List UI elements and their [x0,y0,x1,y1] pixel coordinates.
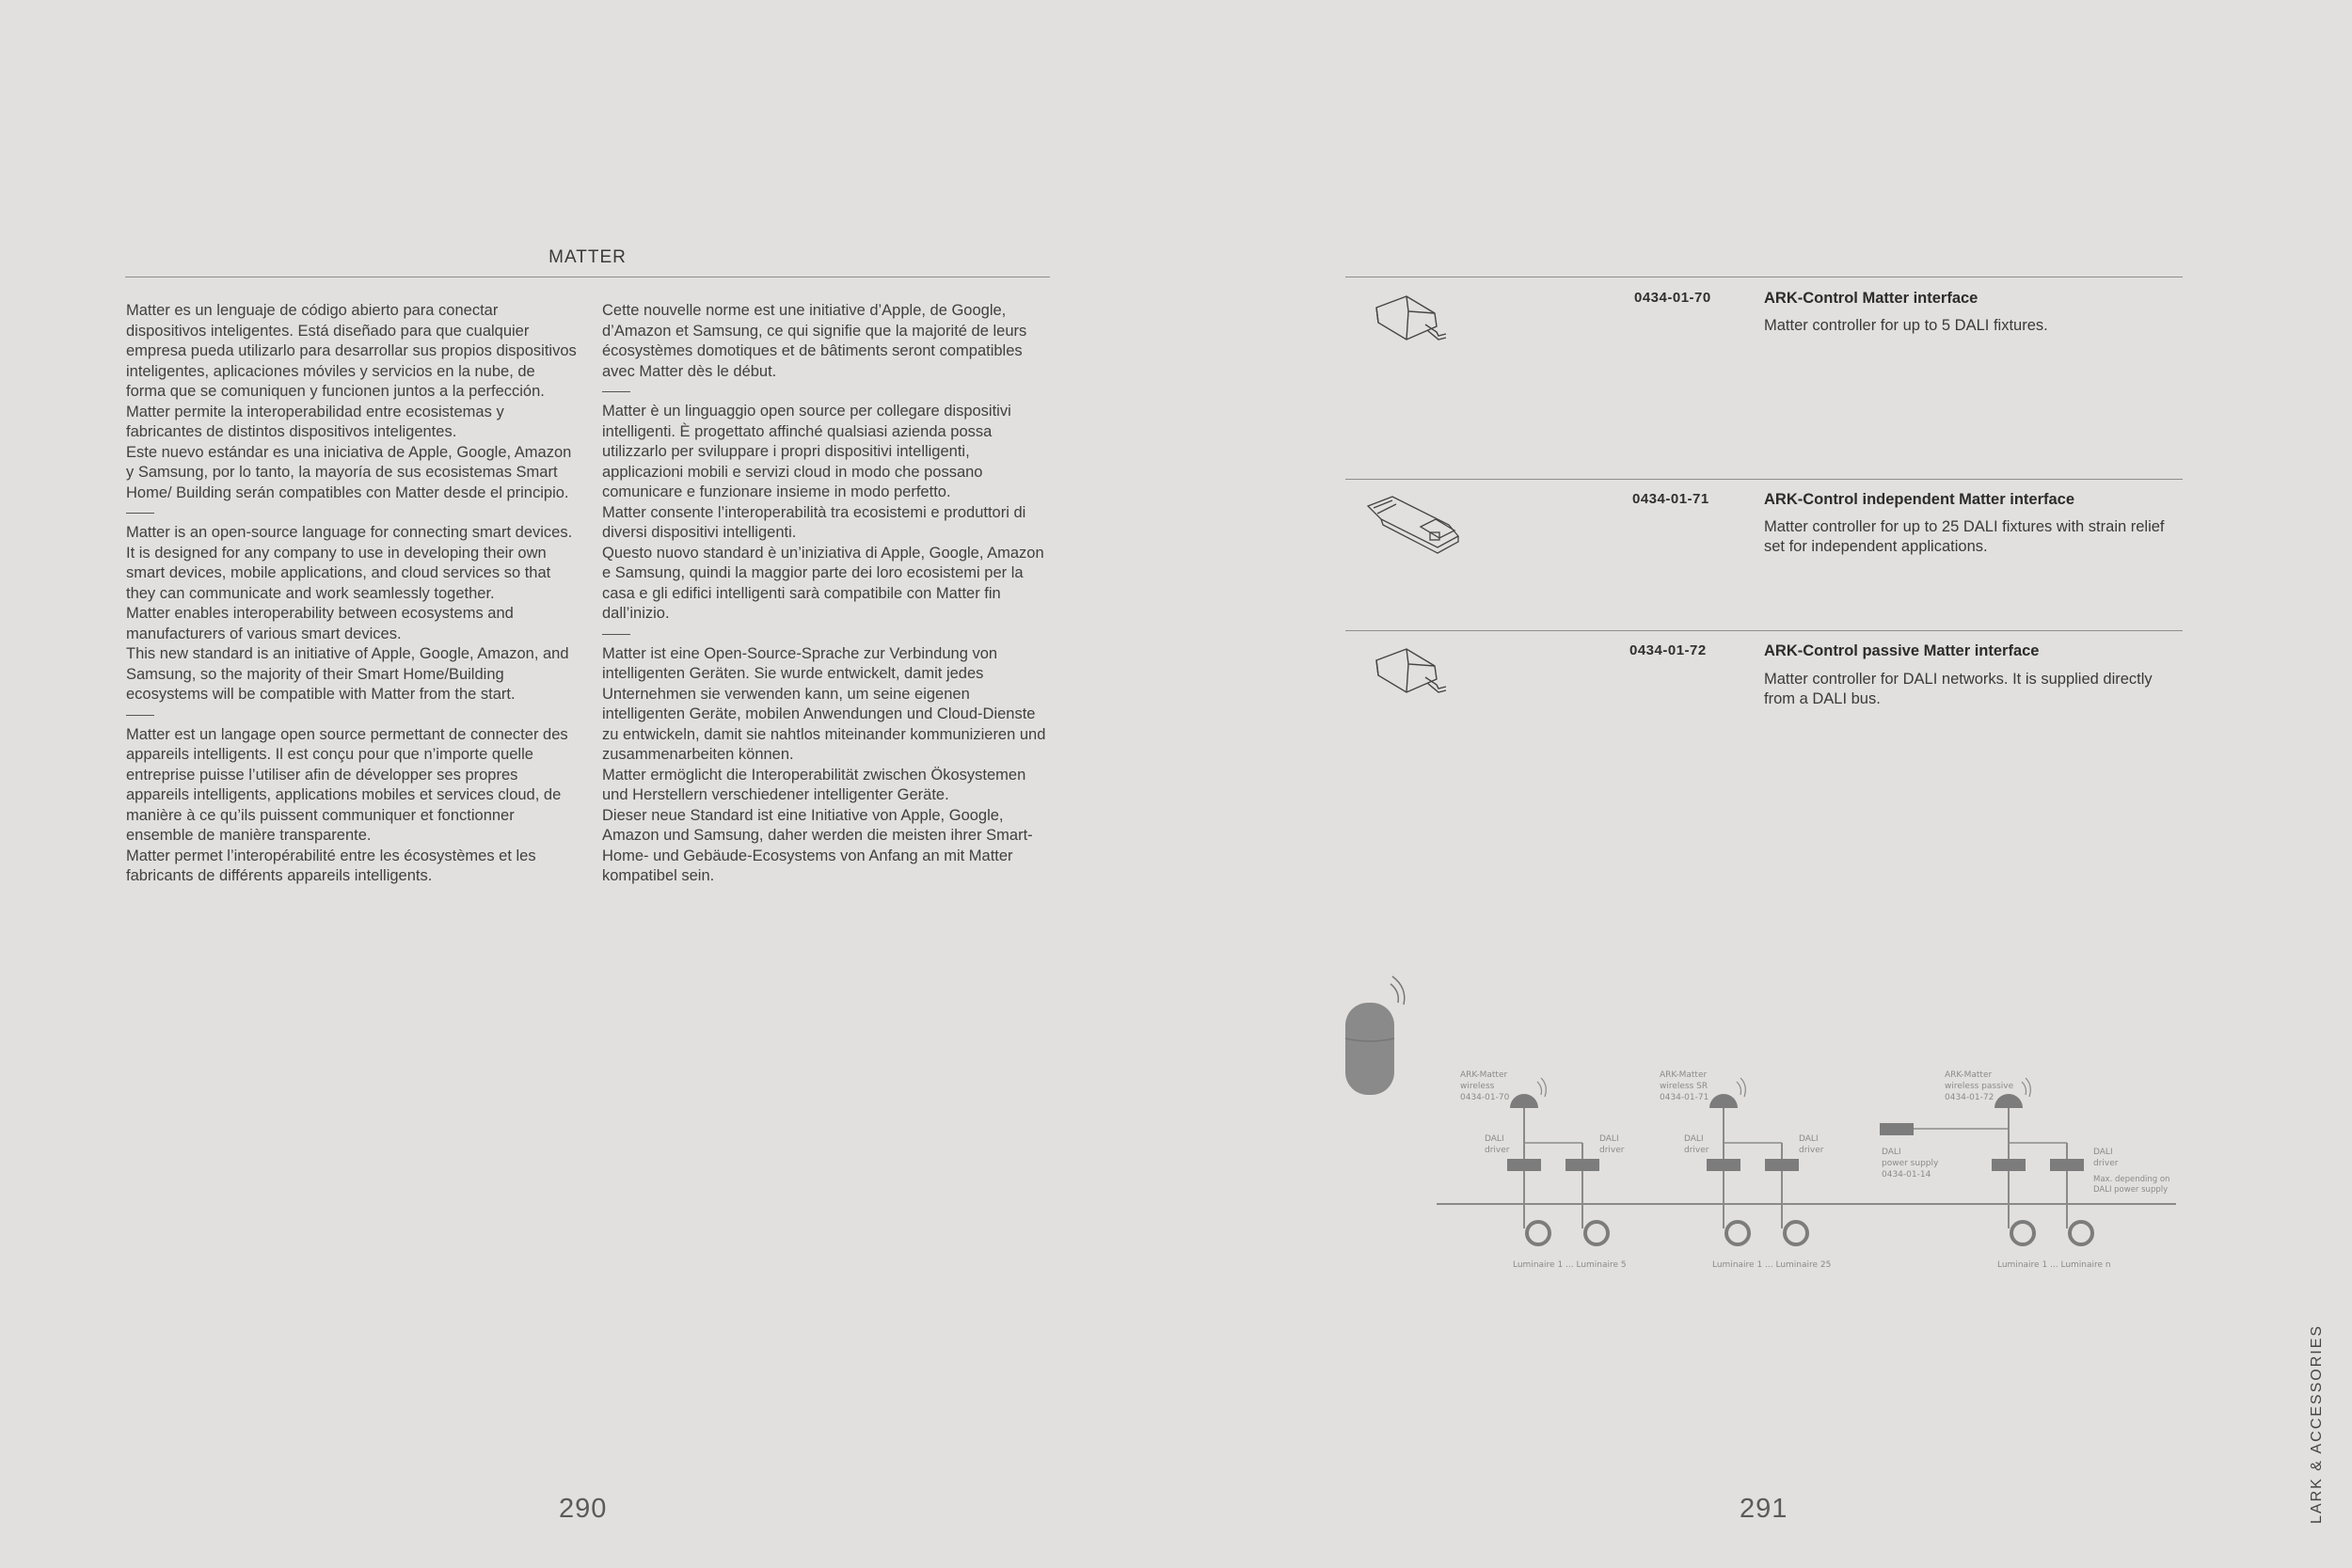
section-title: MATTER [548,247,627,267]
wireless-signal-icon [1537,1078,1546,1097]
paragraph: Matter consente l’interoperabilità tra ecosistemi e produttori di diversi dispositivi intelligenti. [602,503,1026,541]
driver-label: DALI [1599,1134,1619,1144]
luminaire-label: Luminaire 1 ... Luminaire 5 [1513,1260,1627,1270]
paragraph: Cette nouvelle norme est une initiative d’Apple, de Google, d’Amazon et Samsung, ce qui signifie que la majorité de leurs écosystèmes domotiques et de bâtiments seront compatibles avec Matter dès le début. [602,302,1027,380]
driver-label: driver [2093,1159,2119,1168]
dali-driver-box [1707,1159,1740,1171]
luminaire-icon [1585,1222,1608,1244]
driver-label: DALI [1684,1134,1704,1144]
wireless-signal-icon [1737,1078,1745,1097]
controller-module-icon [1369,287,1454,353]
luminaire-label: Luminaire 1 ... Luminaire n [1997,1260,2111,1270]
power-supply-label: 0434-01-14 [1882,1170,1931,1180]
driver-label: driver [1799,1146,1824,1155]
product-name: ARK-Control Matter interface [1764,290,1979,307]
dali-driver-box [1992,1159,2026,1171]
product-name: ARK-Control passive Matter interface [1764,642,2040,659]
language-separator [602,634,630,635]
luminaire-icon [2070,1222,2092,1244]
product-description: Matter controller for up to 25 DALI fixtures with strain relief set for independent applications. [1764,518,2165,555]
note-label: Max. depending on [2093,1175,2170,1184]
product-divider [1345,630,2183,631]
module-dome-icon [1709,1094,1738,1108]
luminaire-icon [1527,1222,1549,1244]
paragraph: Este nuevo estándar es una iniciativa de Apple, Google, Amazon y Samsung, por lo tanto, la mayoría de sus ecosistemas Smart Home/ Building serán compatibles con Matter desde el principio. [126,443,572,501]
module-dome-icon [1510,1094,1538,1108]
product-code: 0434-01-71 [1632,491,1709,507]
paragraph: Matter è un linguaggio open source per collegare dispositivi intelligenti. È progettato affinché qualsiasi azienda possa utilizzarlo per sviluppare i propri dispositivi intelligenti, applicazioni mobili e servizi cloud in modo che possano comunicare e funzionare insieme in modo perfetto. [602,403,1011,500]
section-side-label: LARK & ACCESSORIES [2309,1323,2325,1524]
luminaire-label: Luminaire 1 ... Luminaire 25 [1712,1260,1832,1270]
driver-label: DALI [1799,1134,1819,1144]
module-label: wireless [1460,1082,1495,1091]
controller-module-icon [1369,640,1454,705]
paragraph: Matter ist eine Open-Source-Sprache zur Verbindung von intelligenten Geräten. Sie wurde entwickelt, damit jedes Unternehmen sie verwenden kann, um seine eigenen intelligenten Geräte, mobilen Anwendungen und Cloud-Dienste zu entwickeln, damit sie nahtlos miteinander kommunizieren und zusammenarbeiten können. [602,644,1046,763]
diagram-group-1 [1460,1070,1627,1270]
page-number-right: 291 [1740,1494,1788,1524]
module-label: ARK-Matter [1660,1070,1708,1080]
paragraph: Matter enables interoperability between ecosystems and manufacturers of various smart devices. [126,605,514,642]
diagram-group-3 [1880,1070,2169,1270]
language-separator [126,513,154,514]
module-label: wireless passive [1945,1082,2014,1091]
paragraph: Questo nuovo standard è un’iniziativa di Apple, Google, Amazon e Samsung, quindi la maggior parte dei loro ecosistemi per la casa e gli edifici intelligenti sarà compatibile con Matter fin dall’inizio. [602,544,1044,622]
note-label: DALI power supply [2093,1185,2169,1195]
module-label: 0434-01-71 [1660,1093,1709,1102]
module-label: wireless SR [1660,1082,1708,1091]
luminaire-icon [2011,1222,2034,1244]
driver-label: driver [1599,1146,1625,1155]
paragraph: Dieser neue Standard ist eine Initiative von Apple, Google, Amazon und Samsung, daher werden die meisten ihrer Smart-Home- und Gebäude-Ecosystems von Anfang an mit Matter kompatibel sein. [602,806,1033,884]
page-number-left: 290 [559,1494,608,1524]
product-code: 0434-01-70 [1634,290,1711,306]
product-description: Matter controller for DALI networks. It is supplied directly from a DALI bus. [1764,671,2153,707]
dali-power-supply-box [1880,1123,1914,1135]
paragraph: This new standard is an initiative of Apple, Google, Amazon, and Samsung, so the majority of their Smart Home/Building ecosystems will be compatible with Matter from the start. [126,645,569,703]
dali-driver-box [1565,1159,1599,1171]
driver-label: driver [1684,1146,1709,1155]
language-separator [602,391,630,392]
power-supply-label: power supply [1882,1159,1939,1168]
product-description: Matter controller for up to 5 DALI fixtures. [1764,317,2048,334]
paragraph: Matter is an open-source language for connecting smart devices. It is designed for any company to use in developing their own smart devices, mobile applications, and cloud services so that they can communicate and work seamlessly together. [126,524,573,602]
controller-strain-relief-icon [1364,489,1468,564]
driver-label: DALI [1485,1134,1504,1144]
product-name: ARK-Control independent Matter interface [1764,491,2075,508]
paragraph: Matter ermöglicht die Interoperabilität zwischen Ökosystemen und Herstellern verschiedener intelligenter Geräte. [602,766,1026,803]
power-supply-label: DALI [1882,1148,1901,1157]
paragraph: Matter permite la interoperabilidad entre ecosistemas y fabricantes de distintos dispositivos inteligentes. [126,403,504,440]
driver-label: driver [1485,1146,1510,1155]
paragraph: Matter est un langage open source permettant de connecter des appareils intelligents. Il est conçu pour que n’importe quelle entreprise puisse l’utiliser afin de développer ses propres appareils intelligents, applications mobiles et services cloud, de manière à ce qu’ils puissent communiquer et fonctionner ensemble de manière transparente. [126,725,568,844]
text-column-2 [602,301,1054,887]
module-label: ARK-Matter [1945,1070,1993,1080]
smart-speaker-icon [1345,976,1405,1095]
diagram-group-2 [1660,1070,1831,1270]
text-column-1 [126,301,578,887]
driver-label: DALI [2093,1148,2113,1157]
dali-driver-box [2050,1159,2084,1171]
dali-driver-box [1507,1159,1541,1171]
paragraph: Matter es un lenguaje de código abierto para conectar dispositivos inteligentes. Está diseñado para que cualquier empresa pueda utilizarlo para desarrollar sus propios dispositivos inteligentes, aplicaciones móviles y servicios en la nube, de forma que se comuniquen y funcionen juntos a la perfección. [126,302,577,400]
dali-driver-box [1765,1159,1799,1171]
product-divider [1345,479,2183,480]
luminaire-icon [1785,1222,1807,1244]
module-dome-icon [1994,1094,2023,1108]
wiring-diagram [1336,969,2183,1279]
module-label: ARK-Matter [1460,1070,1508,1080]
wireless-signal-icon [2022,1078,2030,1097]
module-label: 0434-01-72 [1945,1093,1994,1102]
module-label: 0434-01-70 [1460,1093,1510,1102]
language-separator [126,715,154,716]
product-code: 0434-01-72 [1629,642,1707,658]
paragraph: Matter permet l’interopérabilité entre les écosystèmes et les fabricants de différents appareils intelligents. [126,847,536,884]
luminaire-icon [1726,1222,1749,1244]
